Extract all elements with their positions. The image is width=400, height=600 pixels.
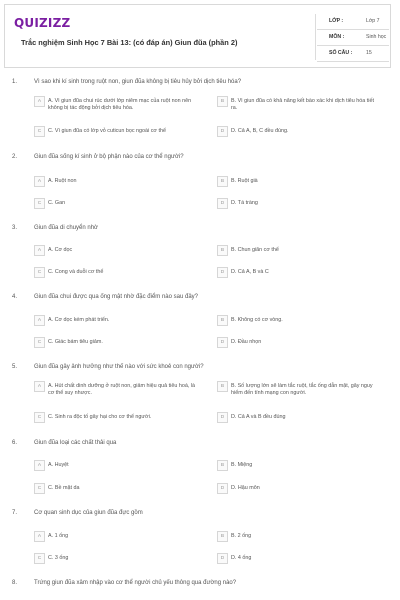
option-text: B. Vì giun đũa có khả năng kết bào xác khi dịch tiêu hóa tiết ra. [231,98,374,112]
question-text: Giun đũa loại các chất thải qua [34,440,117,446]
option-letter-box: B [217,460,228,471]
option-text: C. Giác bám tiêu giảm. [48,339,103,345]
option-text: A. Hút chất dinh dưỡng ở ruột non, giảm hiệu quả tiêu hoá, là cơ thể suy nhược. [48,383,196,397]
meta-row-count [317,46,389,62]
question-text: Giun đũa sống kí sinh ở bộ phận nào của cơ thể người? [34,154,184,160]
option-text: A. Huyệt [48,462,69,468]
option-letter-box: A [34,176,45,187]
option-letter-box: B [217,245,228,256]
option-letter-box: D [217,483,228,494]
option-letter-box: C [34,483,45,494]
question-number: 8. [12,580,18,586]
option-letter-box: A [34,245,45,256]
meta-label: MÔN : [329,34,345,40]
question-text: Giun đũa chui được qua ống mật nhờ đặc điểm nào sau đây? [34,294,198,300]
question-number: 4. [12,294,18,300]
option-text: A. Cơ dọc kém phát triển. [48,317,110,323]
option-text: D. Đầu nhọn [231,339,262,345]
option-letter-box: B [217,531,228,542]
meta-row-subject [317,30,389,46]
question-number: 5. [12,364,18,370]
page-title: Trắc nghiệm Sinh Học 7 Bài 13: (có đáp án) Giun đũa (phần 2) [21,38,238,47]
option-text: D. Tá tràng [231,200,258,206]
option-letter-box: B [217,176,228,187]
option-letter-box: D [217,198,228,209]
option-text: C. Bề mặt da [48,485,80,491]
question-number: 1. [12,79,18,85]
option-letter-box: C [34,553,45,564]
question-text: Trứng giun đũa xâm nhập vào cơ thể người chủ yếu thông qua đường nào? [34,580,237,586]
option-text: D. Cả A, B, C đều đúng. [231,128,289,134]
option-text: B. Số lượng lớn sẽ làm tắc ruột, tắc ống dẫn mật, gây nguy hiểm đến tính mạng con người. [231,383,373,397]
question-text: Giun đũa gây ảnh hưởng như thế nào với sức khoẻ con người? [34,364,204,370]
option-letter-box: C [34,267,45,278]
meta-value: Lớp 7 [366,18,380,24]
option-letter-box: C [34,198,45,209]
meta-label: SỐ CÂU : [329,50,353,56]
question-number: 7. [12,510,18,516]
option-text: C. Vì giun đũa có lớp vỏ cuticun bọc ngoài cơ thể [48,128,166,134]
divider [315,14,316,60]
option-text: D. Cả A, B và C [231,269,269,275]
question-number: 2. [12,154,18,160]
option-letter-box: A [34,381,45,392]
quizizz-logo: QUIZIZZ [14,16,71,30]
option-text: B. Chun giãn cơ thể [231,247,279,253]
option-letter-box: B [217,96,228,107]
question-number: 3. [12,225,18,231]
question-number: 6. [12,440,18,446]
meta-label: LỚP : [329,18,344,24]
option-text: A. Ruột non [48,178,77,184]
option-text: C. 3 ống [48,555,69,561]
question-text: Vì sao khi kí sinh trong ruột non, giun đũa không bị tiêu hủy bởi dịch tiêu hóa? [34,79,242,85]
option-text: A. Vì giun đũa chui rúc dưới lớp niêm mạc của ruột non nên không bị tác động bởi dịch tiêu hóa. [48,98,192,112]
option-text: C. Gan [48,200,66,206]
option-letter-box: C [34,412,45,423]
option-text: B. Không có cơ vòng. [231,317,283,323]
question-text: Giun đũa di chuyển nhờ [34,225,98,231]
meta-row-class [317,14,389,30]
question-text: Cơ quan sinh dục của giun đũa đực gồm [34,510,143,516]
option-text: D. Hậu môn [231,485,260,491]
option-letter-box: A [34,96,45,107]
option-text: B. Ruột già [231,178,258,184]
option-text: B. 2 ống [231,533,252,539]
option-letter-box: B [217,315,228,326]
option-letter-box: D [217,412,228,423]
option-text: C. Cong và duỗi cơ thể [48,269,104,275]
option-text: D. 4 ống [231,555,252,561]
option-letter-box: D [217,337,228,348]
option-letter-box: A [34,315,45,326]
meta-table [317,14,389,62]
option-text: A. 1 ống [48,533,69,539]
option-text: C. Sinh ra độc tố gây hại cho cơ thể người. [48,414,152,420]
option-text: B. Miệng [231,462,253,468]
option-letter-box: D [217,267,228,278]
option-letter-box: C [34,337,45,348]
option-text: D. Cả A và B đều đúng [231,414,286,420]
option-letter-box: D [217,553,228,564]
option-letter-box: B [217,381,228,392]
option-letter-box: A [34,460,45,471]
meta-value: 15 [366,50,372,56]
meta-value: Sinh học [366,34,387,40]
option-text: A. Cơ dọc [48,247,73,253]
worksheet-header [4,4,391,68]
option-letter-box: C [34,126,45,137]
option-letter-box: D [217,126,228,137]
option-letter-box: A [34,531,45,542]
